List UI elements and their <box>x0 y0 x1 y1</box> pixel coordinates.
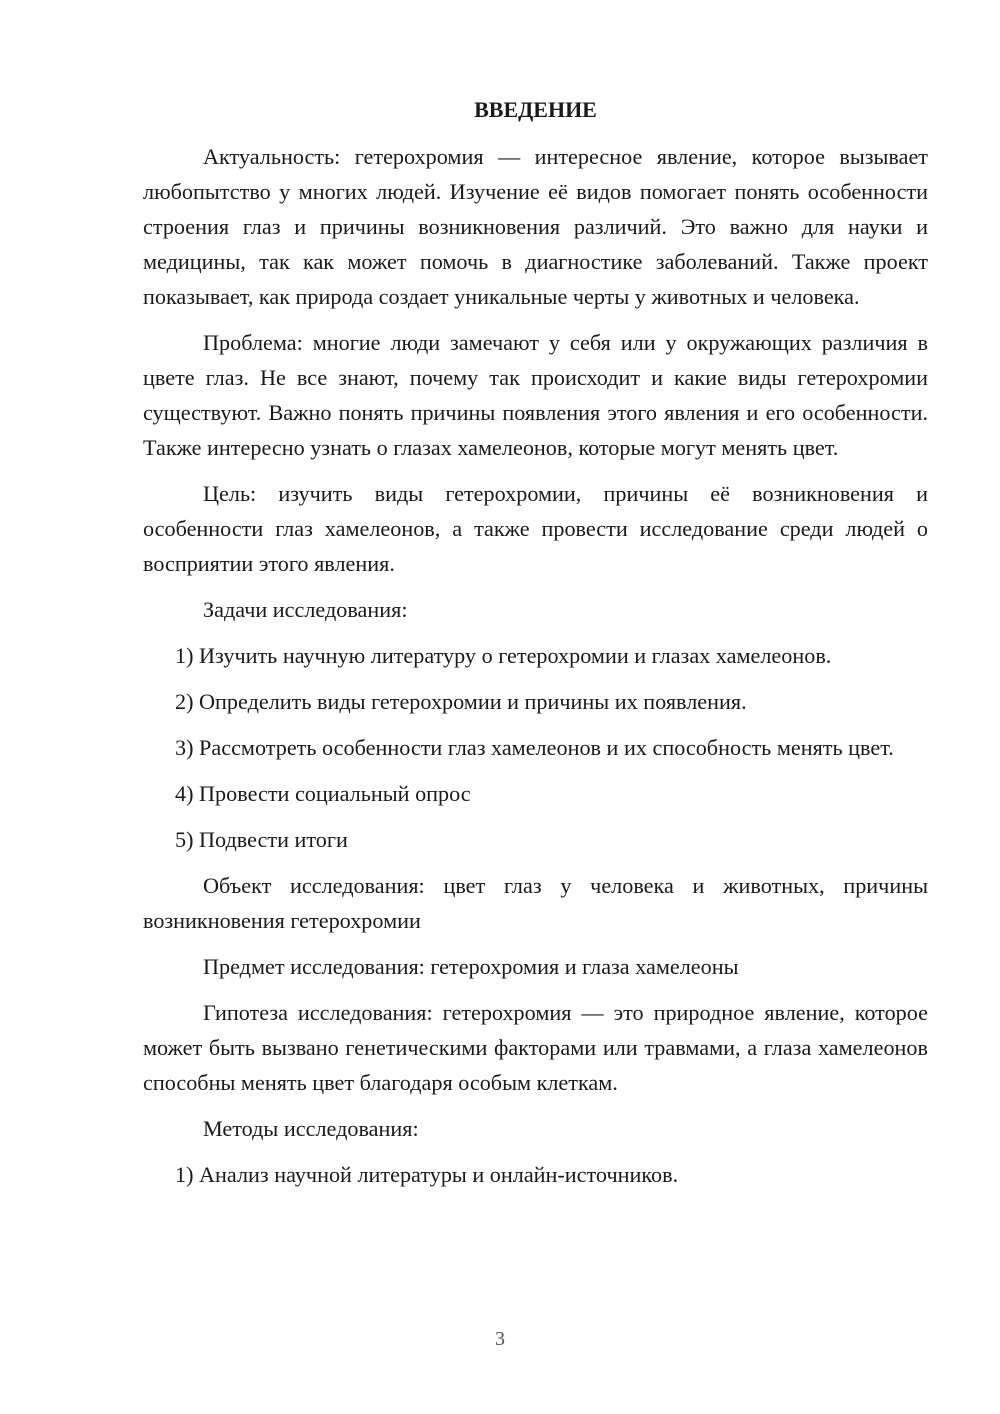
hypothesis-paragraph: Гипотеза исследования: гетерохромия — это природное явление, которое может быть вызвано генетическими факторами или травмами, а глаза хамелеонов способны менять цвет благодаря особым клеткам. <box>143 1000 928 1095</box>
task-item: 1) Изучить научную литературу о гетерохромии и глазах хамелеонов. <box>175 643 832 668</box>
tasks-title: Задачи исследования: <box>203 597 408 622</box>
task-item: 2) Определить виды гетерохромии и причины их появления. <box>175 689 747 714</box>
goal-paragraph: Цель: изучить виды гетерохромии, причины её возникновения и особенности глаз хамелеонов, а также провести исследование среди людей о восприятии этого явления. <box>143 481 928 576</box>
task-item: 3) Рассмотреть особенности глаз хамелеонов и их способность менять цвет. <box>175 735 894 760</box>
methods-title: Методы исследования: <box>203 1116 419 1141</box>
object-paragraph: Объект исследования: цвет глаз у человека и животных, причины возникновения гетерохромии <box>143 873 928 933</box>
task-item: 4) Провести социальный опрос <box>175 781 471 806</box>
page-number: 3 <box>495 1328 505 1350</box>
method-item: 1) Анализ научной литературы и онлайн-источников. <box>175 1162 679 1187</box>
document-body <box>143 92 928 1203</box>
problem-paragraph: Проблема: многие люди замечают у себя или у окружающих различия в цвете глаз. Не все знают, почему так происходит и какие виды гетерохромии существуют. Важно понять причины появления этого явления и его особенности. Также интересно узнать о глазах хамелеонов, которые могут менять цвет. <box>143 330 928 460</box>
section-heading: ВВЕДЕНИЕ <box>474 97 597 122</box>
relevance-paragraph: Актуальность: гетерохромия — интересное явление, которое вызывает любопытство у многих людей. Изучение её видов помогает понять особенности строения глаз и причины возникновения различий. Это важно для науки и медицины, так как может помочь в диагностике заболеваний. Также проект показывает, как природа создает уникальные черты у животных и человека. <box>143 144 928 309</box>
subject-paragraph: Предмет исследования: гетерохромия и глаза хамелеоны <box>203 954 739 979</box>
task-item: 5) Подвести итоги <box>175 827 348 852</box>
